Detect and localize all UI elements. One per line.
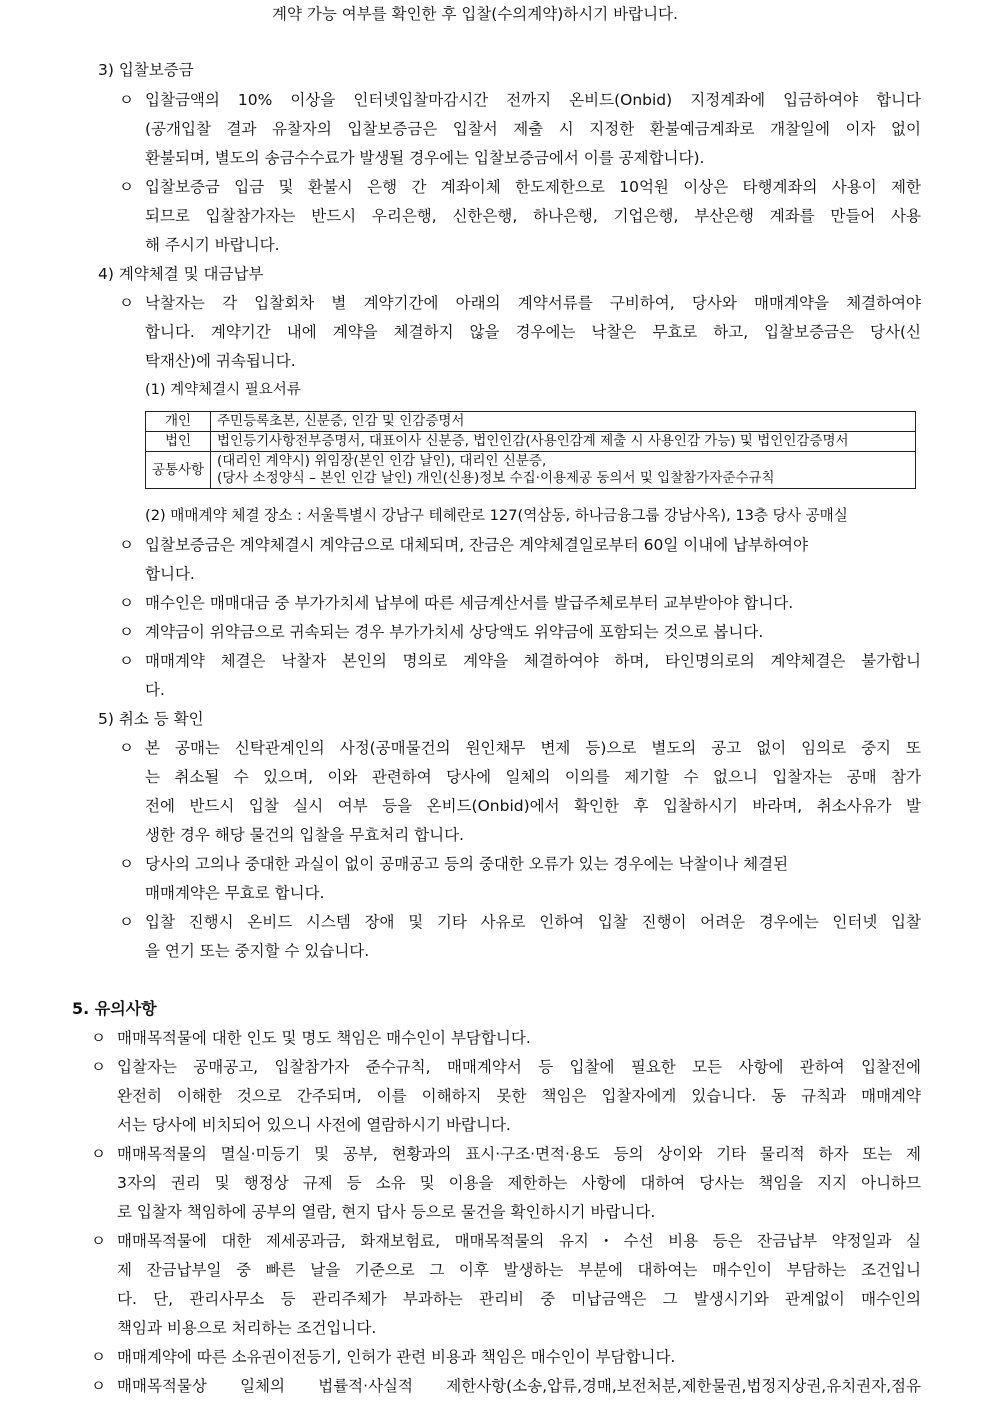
text-line: 을 연기 또는 중지할 수 있습니다. bbox=[145, 942, 370, 960]
bullet-mark: ㅇ bbox=[91, 1348, 106, 1366]
text-line: 로 입찰자 책임하에 공부의 열람, 현지 답사 등으로 물건을 확인하시기 바랍니다. bbox=[117, 1203, 656, 1221]
table-cell-key: 공통사항 bbox=[146, 452, 211, 489]
text-line: 본 공매는 신탁관계인의 사정(공매물건의 원인채무 변제 등)으로 별도의 공고 없이 임의로 중지 또 bbox=[145, 739, 921, 757]
bullet-mark: ㅇ bbox=[91, 1377, 106, 1395]
text-line: 계약 가능 여부를 확인한 후 입찰(수의계약)하시기 바랍니다. bbox=[272, 5, 678, 23]
table-cell-key: 법인 bbox=[146, 432, 211, 452]
table-cell-key: 개인 bbox=[146, 412, 211, 432]
bullet-mark: ㅇ bbox=[91, 1145, 106, 1163]
text-line: 매매목적물에 대한 인도 및 명도 책임은 매수인이 부담합니다. bbox=[117, 1029, 531, 1047]
text-line: 탁재산)에 귀속됩니다. bbox=[145, 352, 296, 370]
text-line: 매수인은 매매대금 중 부가가치세 납부에 따른 세금계산서를 발급주체로부터 교부받아야 합니다. bbox=[145, 594, 794, 612]
table-cell-value: 주민등록초본, 신분증, 인감 및 인감증명서 bbox=[211, 412, 916, 432]
text-line: 다. bbox=[145, 681, 165, 699]
bullet-mark: ㅇ bbox=[119, 652, 134, 670]
bullet-mark: ㅇ bbox=[91, 1232, 106, 1250]
text-line: 입찰 진행시 온비드 시스템 장애 및 기타 사유로 인하여 입찰 진행이 어려운 경우에는 인터넷 입찰 bbox=[145, 913, 921, 931]
section-heading: 3) 입찰보증금 bbox=[98, 61, 194, 79]
text-line: 완전히 이해한 것으로 간주되며, 이를 이해하지 못한 책임은 입찰자에게 있습니다. 동 규칙과 매매계약 bbox=[117, 1087, 921, 1105]
text-line: 매매계약 체결은 낙찰자 본인의 명의로 계약을 체결하여야 하며, 타인명의로의 계약체결은 불가합니 bbox=[145, 652, 921, 670]
bullet-mark: ㅇ bbox=[119, 913, 134, 931]
table-row bbox=[146, 452, 916, 489]
text-line: 환불되며, 별도의 송금수수료가 발생될 경우에는 입찰보증금에서 이를 공제합니다). bbox=[145, 149, 705, 167]
section-heading: 5) 취소 등 확인 bbox=[98, 710, 204, 728]
text-line: 는 취소될 수 있으며, 이와 관련하여 당사에 일체의 이의를 제기할 수 없으니 입찰자는 공매 참가 bbox=[145, 768, 921, 786]
text-line: 매매계약은 무효로 합니다. bbox=[145, 884, 325, 902]
table-row bbox=[146, 412, 916, 432]
bullet-mark: ㅇ bbox=[91, 1029, 106, 1047]
section-heading: 4) 계약체결 및 대금납부 bbox=[98, 265, 264, 283]
text-line: 합니다. bbox=[145, 565, 195, 583]
text-line: 책임과 비용으로 처리하는 조건입니다. bbox=[117, 1319, 377, 1337]
bullet-mark: ㅇ bbox=[119, 294, 134, 312]
required-documents-table bbox=[145, 411, 916, 489]
text-line: 생한 경우 해당 물건의 입찰을 무효처리 합니다. bbox=[145, 826, 464, 844]
text-line: 3자의 권리 및 행정상 규제 등 소유 및 이용을 제한하는 사항에 대하여 당사는 책임을 지지 아니하므 bbox=[117, 1174, 921, 1192]
bullet-mark: ㅇ bbox=[119, 855, 134, 873]
text-line: (2) 매매계약 체결 장소 : 서울특별시 강남구 테헤란로 127(역삼동, 하나금융그룹 강남사옥), 13층 당사 공매실 bbox=[145, 507, 848, 524]
bullet-mark: ㅇ bbox=[119, 623, 134, 641]
text-line: 매매목적물상 일체의 법률적·사실적 제한사항(소송,압류,경매,보전처분,제한물권,법정지상권,유치권자,점유 bbox=[117, 1377, 921, 1395]
text-line: 입찰금액의 10% 이상을 인터넷입찰마감시간 전까지 온비드(Onbid) 지정계좌에 입금하여야 합니다 bbox=[145, 91, 921, 109]
text-line: 되므로 입찰참가자는 반드시 우리은행, 신한은행, 하나은행, 기업은행, 부산은행 계좌를 만들어 사용 bbox=[145, 207, 921, 225]
bullet-mark: ㅇ bbox=[91, 1058, 106, 1076]
text-line: 낙찰자는 각 입찰회차 별 계약기간에 아래의 계약서류를 구비하여, 당사와 매매계약을 체결하여야 bbox=[145, 294, 921, 312]
bullet-mark: ㅇ bbox=[119, 594, 134, 612]
text-line: 매매계약에 따른 소유권이전등기, 인허가 관련 비용과 책임은 매수인이 부담합니다. bbox=[117, 1348, 676, 1366]
section-title: 5. 유의사항 bbox=[72, 999, 157, 1018]
text-line: 해 주시기 바랍니다. bbox=[145, 236, 280, 254]
text-line: 입찰자는 공매공고, 입찰참가자 준수규칙, 매매계약서 등 입찰에 필요한 모든 사항에 관하여 입찰전에 bbox=[117, 1058, 921, 1076]
text-line: 전에 반드시 입찰 실시 여부 등을 온비드(Onbid)에서 확인한 후 입찰하시기 바라며, 취소사유가 발 bbox=[145, 797, 921, 815]
sub-heading: (1) 계약체결시 필요서류 bbox=[145, 382, 301, 398]
table-cell-line: (대리인 계약시) 위임장(본인 인감 날인), 대리인 신분증, bbox=[217, 453, 547, 469]
bullet-mark: ㅇ bbox=[119, 91, 134, 109]
bullet-mark: ㅇ bbox=[119, 178, 134, 196]
text-line: 당사의 고의나 중대한 과실이 없이 공매공고 등의 중대한 오류가 있는 경우에는 낙찰이나 체결된 bbox=[145, 855, 789, 873]
table-row bbox=[146, 432, 916, 452]
bullet-mark: ㅇ bbox=[119, 536, 134, 554]
text-line: 합니다. 계약기간 내에 계약을 체결하지 않을 경우에는 낙찰은 무효로 하고, 입찰보증금은 당사(신 bbox=[145, 323, 921, 341]
text-line: 서는 당사에 비치되어 있으니 사전에 열람하시기 바랍니다. bbox=[117, 1116, 511, 1134]
text-line: 입찰보증금 입금 및 환불시 은행 간 계좌이체 한도제한으로 10억원 이상은 타행계좌의 사용이 제한 bbox=[145, 178, 921, 196]
text-line: 매매목적물에 대한 제세공과금, 화재보험료, 매매목적물의 유지・수선 비용 등은 잔금납부 약정일과 실 bbox=[117, 1232, 921, 1250]
text-line: 제 잔금납부일 중 빠른 날을 기준으로 그 이후 발생하는 부분에 대하여는 매수인이 부담하는 조건입니 bbox=[117, 1261, 921, 1279]
table-cell-value bbox=[211, 452, 916, 489]
table-cell-line: (당사 소정양식 – 본인 인감 날인) 개인(신용)정보 수집·이용제공 동의서 및 입찰참가자준수규칙 bbox=[217, 470, 775, 486]
text-line: 계약금이 위약금으로 귀속되는 경우 부가가치세 상당액도 위약금에 포함되는 것으로 봅니다. bbox=[145, 623, 764, 641]
text-line: (공개입찰 결과 유찰자의 입찰보증금은 입찰서 제출 시 지정한 환불예금계좌로 개찰일에 이자 없이 bbox=[145, 120, 921, 138]
bullet-mark: ㅇ bbox=[119, 739, 134, 757]
table-cell-value: 법인등기사항전부증명서, 대표이사 신분증, 법인인감(사용인감계 제출 시 사용인감 가능) 및 법인인감증명서 bbox=[211, 432, 916, 452]
text-line: 매매목적물의 멸실·미등기 및 공부, 현황과의 표시·구조·면적·용도 등의 상이와 기타 물리적 하자 또는 제 bbox=[117, 1145, 921, 1163]
text-line: 다. 단, 관리사무소 등 관리주체가 부과하는 관리비 중 미납금액은 그 발생시기와 관계없이 매수인의 bbox=[117, 1290, 921, 1308]
text-line: 입찰보증금은 계약체결시 계약금으로 대체되며, 잔금은 계약체결일로부터 60일 이내에 납부하여야 bbox=[145, 536, 808, 554]
